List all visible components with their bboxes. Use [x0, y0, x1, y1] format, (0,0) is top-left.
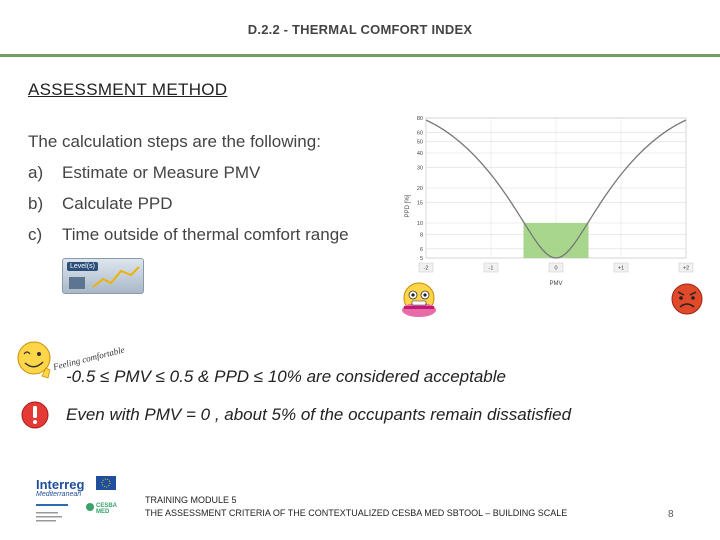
x-axis-label: PMV [549, 281, 563, 287]
interreg-logo [34, 474, 124, 528]
x-tick-group [419, 263, 693, 272]
y-tick-label: 20 [416, 186, 423, 192]
x-tick-label: -1 [488, 265, 494, 272]
page-number: 8 [668, 509, 674, 520]
y-tick-label: 50 [416, 139, 423, 146]
levels-graph-icon [63, 259, 143, 293]
footer-caption [145, 494, 567, 520]
x-tick-label: +2 [682, 265, 690, 272]
cold-face-icon [400, 280, 438, 318]
cesba-med-wordmark: CESBA MED [96, 503, 117, 515]
y-tick-label: 10 [416, 221, 423, 227]
step-letter: b) [28, 194, 44, 213]
header-divider [0, 54, 720, 57]
y-tick-group [417, 116, 423, 262]
step-letter: c) [28, 225, 43, 244]
y-tick-label: 6 [419, 246, 423, 253]
footer-module-title: THE ASSESSMENT CRITERIA OF THE CONTEXTUALIZED CESBA MED SBTOOL – BUILDING SCALE [145, 508, 568, 518]
footer-module: TRAINING MODULE 5 [145, 495, 237, 505]
x-tick-label: +1 [617, 265, 625, 272]
step-item [28, 157, 349, 188]
levels-thumbnail [62, 258, 144, 294]
comfort-badge-text: Feeling comfortable [52, 344, 126, 372]
y-tick-label: 40 [416, 151, 423, 157]
section-heading: ASSESSMENT METHOD [28, 80, 228, 99]
x-tick-label: -2 [423, 265, 429, 272]
comfort-zone [524, 223, 589, 258]
interreg-wordmark: Interreg [36, 477, 85, 492]
header-title: D.2.2 - THERMAL COMFORT INDEX [247, 22, 473, 37]
step-text: Time outside of thermal comfort range [62, 225, 349, 244]
y-tick-label: 5 [419, 256, 423, 262]
x-tick-label: 0 [554, 265, 558, 272]
step-text: Calculate PPD [62, 194, 173, 213]
step-letter: a) [28, 163, 44, 182]
step-item [28, 219, 349, 250]
acceptable-range-statement: -0.5 ≤ PMV ≤ 0.5 & PPD ≤ 10% are considered acceptable [66, 367, 506, 386]
y-tick-label: 30 [416, 165, 423, 172]
y-tick-label: 15 [416, 200, 423, 207]
step-text: Estimate or Measure PMV [62, 163, 261, 182]
levels-label: Level(s) [67, 262, 98, 271]
y-tick-label: 8 [419, 232, 423, 239]
y-tick-label: 80 [416, 116, 423, 122]
warning-icon [20, 400, 50, 430]
y-axis-label: PPD [%] [405, 194, 411, 218]
slide-header [0, 0, 720, 56]
mediterranean-wordmark: Mediterranean [36, 491, 82, 498]
calculation-steps [28, 126, 349, 250]
ppd-pmv-chart [398, 108, 698, 298]
step-item [28, 188, 349, 219]
dissatisfied-statement: Even with PMV = 0 , about 5% of the occupants remain dissatisfied [66, 405, 572, 424]
steps-intro: The calculation steps are the following: [28, 132, 321, 151]
y-tick-label: 60 [416, 130, 423, 137]
hot-angry-face-icon [668, 280, 706, 318]
